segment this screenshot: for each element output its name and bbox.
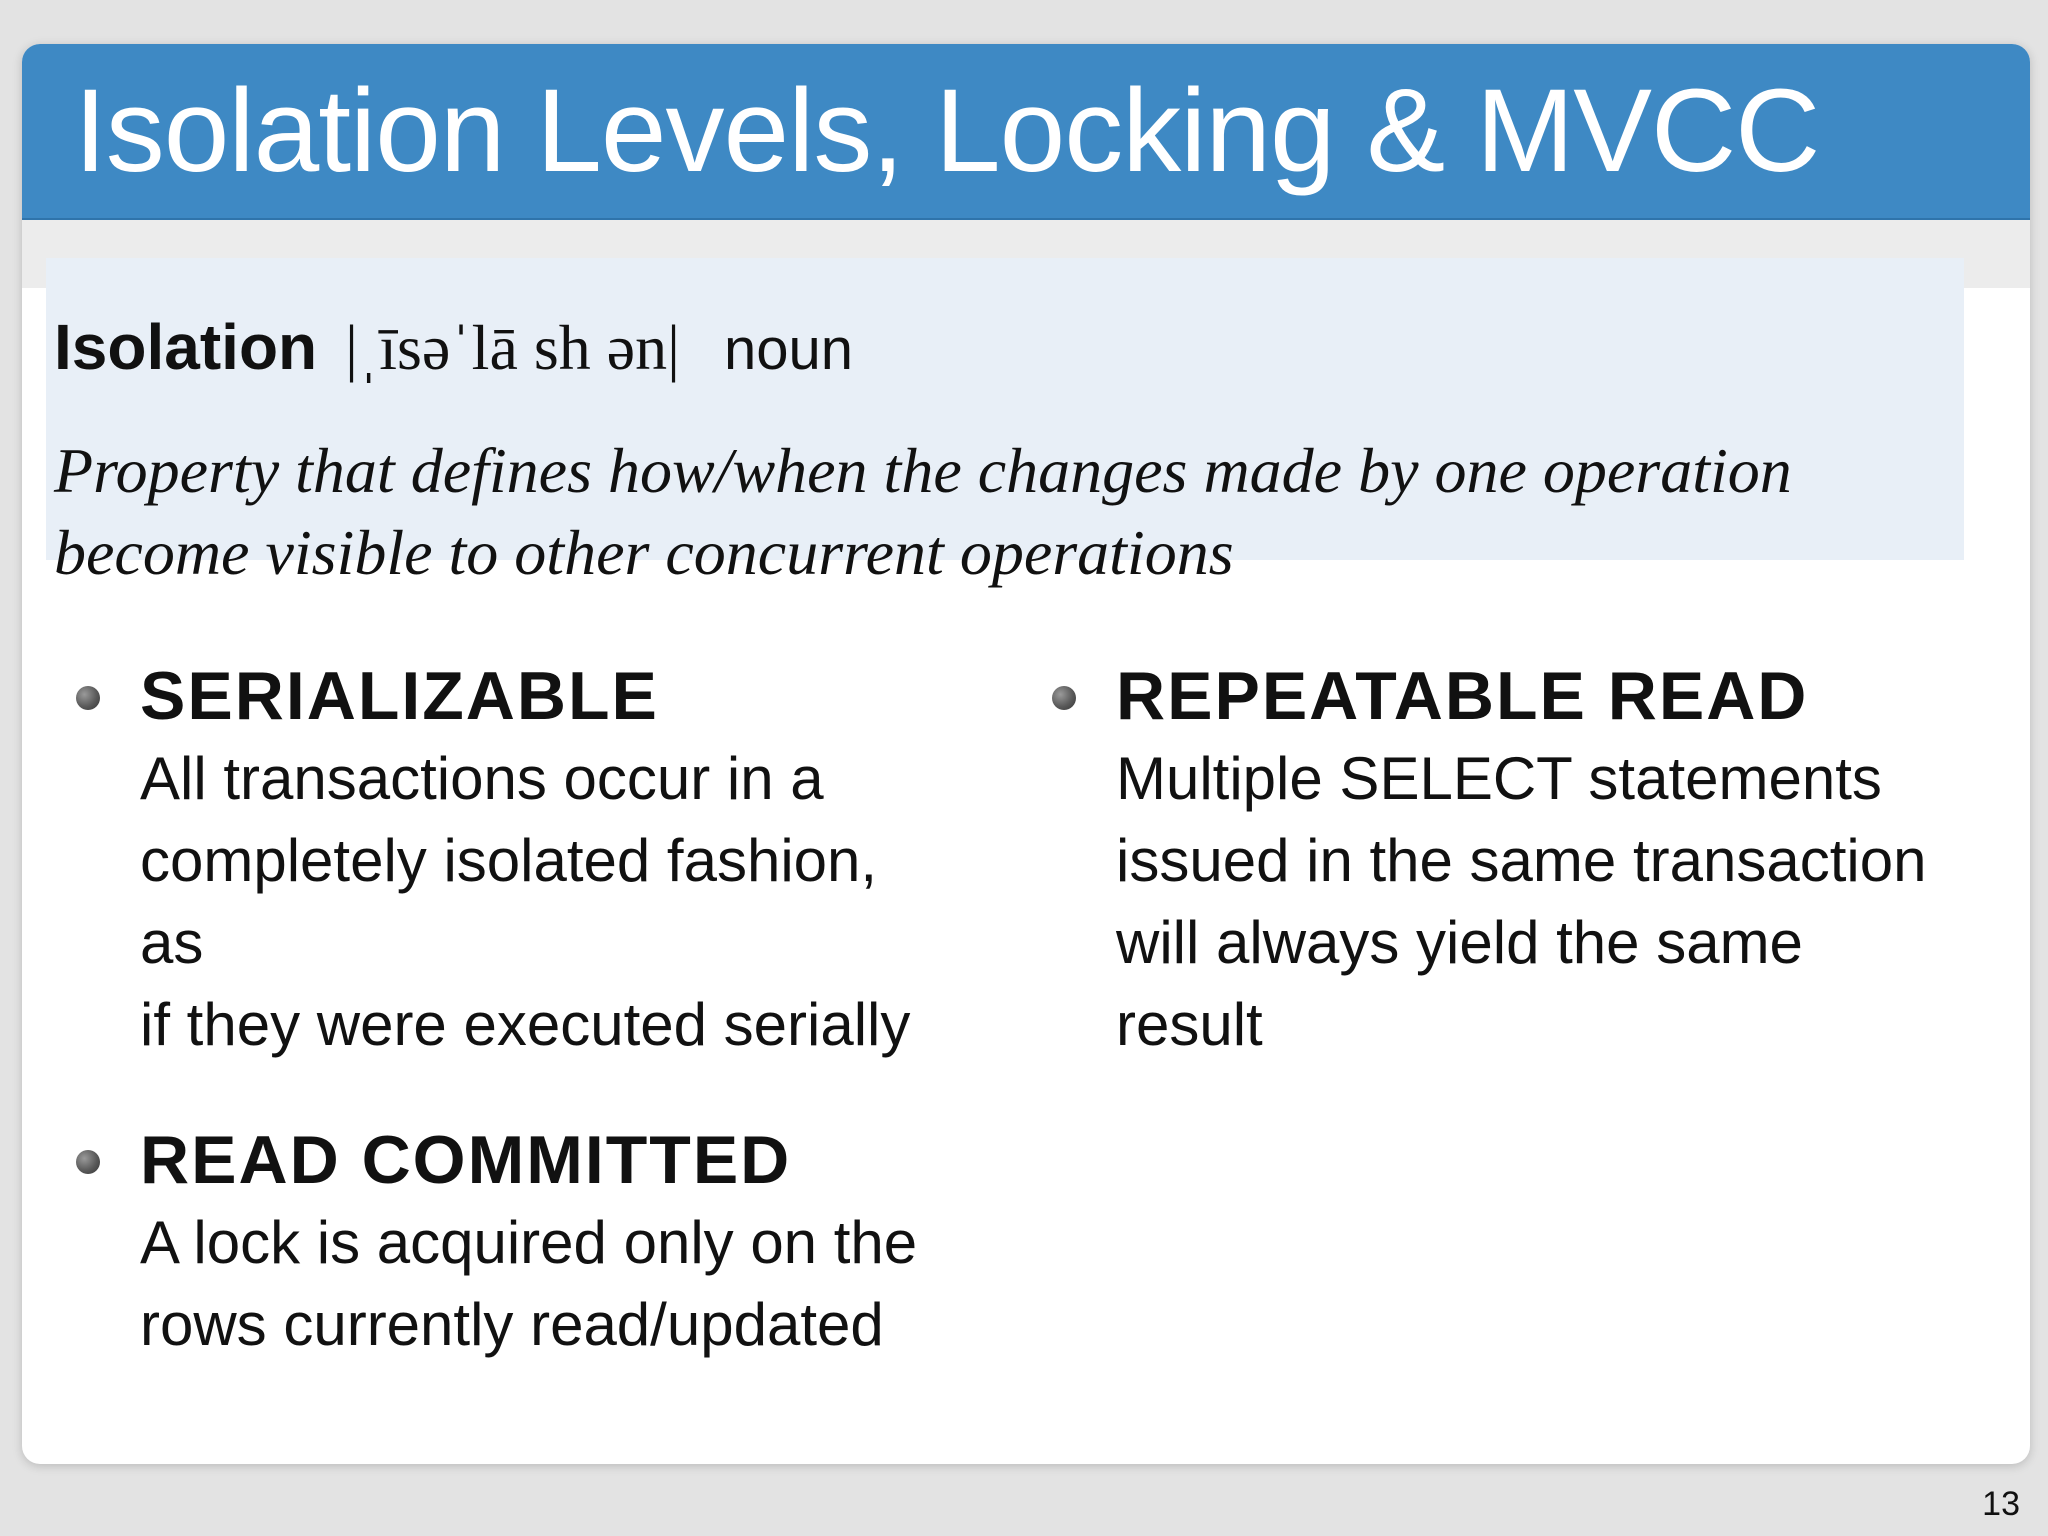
bullet-line: result [1116,991,1263,1058]
definition-text [54,430,1954,594]
bullet-line: rows currently read/updated [140,1291,884,1358]
definition-word: Isolation [54,311,318,383]
bullet-line: issued in the same transaction [1116,827,1927,894]
page-number: 13 [1982,1485,2020,1523]
definition-text-line: Property that defines how/when the changes made by one operation [54,435,1792,506]
bullet-title: SERIALIZABLE [140,658,659,734]
slide-title: Isolation Levels, Locking & MVCC [74,65,1820,197]
bullet-description [140,738,956,1066]
definition-header [54,310,853,385]
title-bar [22,44,2030,220]
definition-text-line: become visible to other concurrent operations [54,517,1234,588]
bullet-description [140,1202,917,1366]
definition-pronunciation: |ˌīsəˈlā sh ən| [345,312,680,383]
bullet-description [1116,738,1926,1066]
bullet-line: if they were executed serially [140,991,911,1058]
bullet-dot-icon [76,686,100,710]
bullet-line: A lock is acquired only on the [140,1209,918,1276]
bullet-title: READ COMMITTED [140,1122,792,1198]
bullet-line: Multiple SELECT statements [1116,745,1882,812]
bullet-line: completely isolated fashion, as [140,827,878,976]
bullet-line: will always yield the same [1116,909,1803,976]
definition-part-of-speech: noun [723,317,853,382]
bullet-title: REPEATABLE READ [1116,658,1809,734]
bullet-line: All transactions occur in a [140,745,824,812]
bullet-dot-icon [76,1150,100,1174]
bullet-dot-icon [1052,686,1076,710]
